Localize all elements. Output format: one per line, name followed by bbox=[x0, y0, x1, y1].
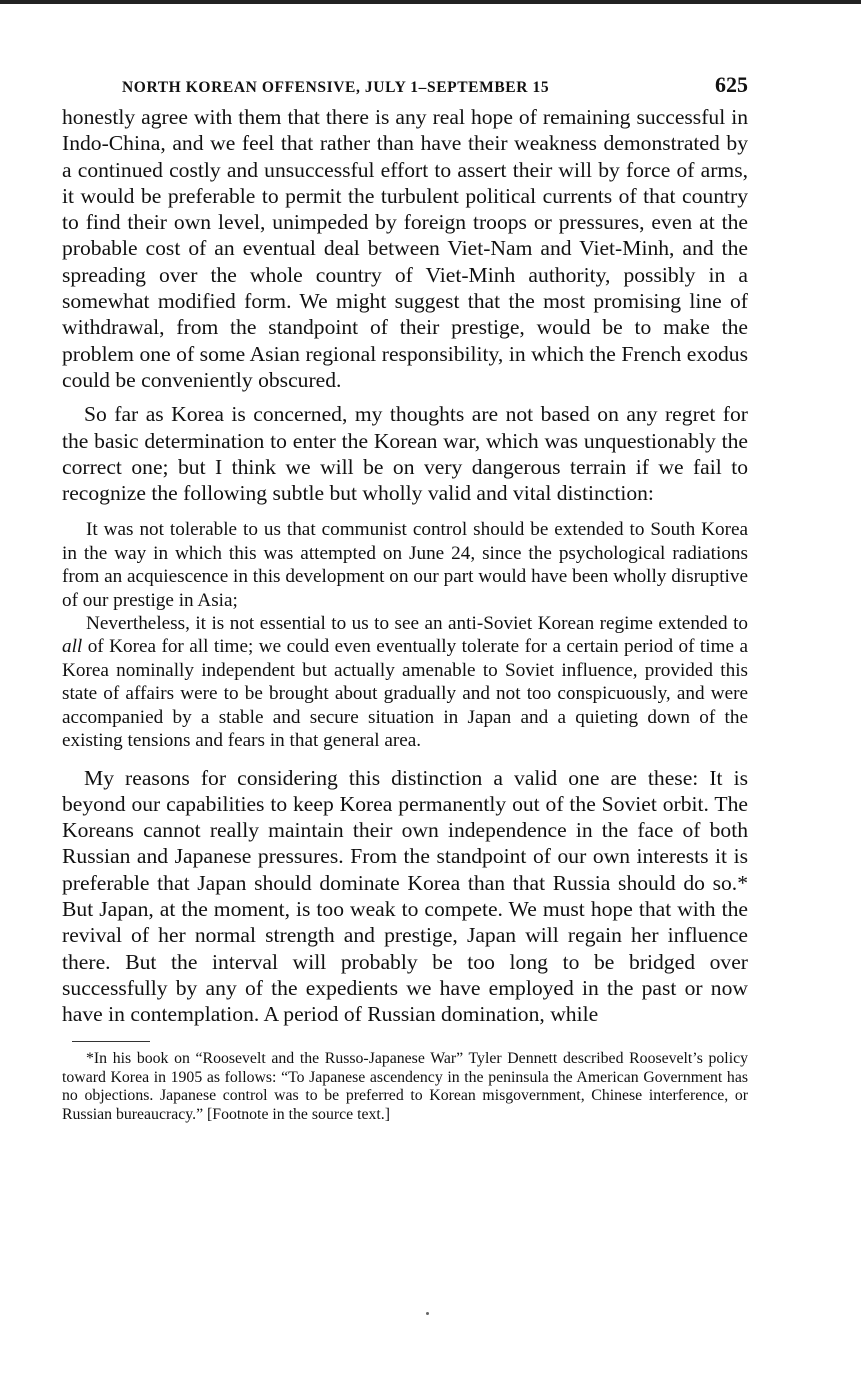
body-text bbox=[62, 104, 748, 1027]
running-title: NORTH KOREAN OFFENSIVE, JULY 1–SEPTEMBER 15 bbox=[122, 79, 550, 96]
paragraph-reasons: My reasons for considering this distinction a valid one are these: It is beyond our capabilities to keep Korea permanently out of the Soviet orbit. The Koreans cannot really maintain their own independence in the face of both Russian and Japanese pressures. From the standpoint of our own interests it is preferable that Japan should dominate Korea than that Russia should do so.* But Japan, at the moment, is too weak to compete. We must hope that with the revival of her normal strength and prestige, Japan will regain her influence there. But the interval will probably be too long to be bridged over successfully by any of the expedients we have employed in the past or now have in contemplation. A period of Russian domination, while bbox=[62, 765, 748, 1027]
top-edge-rule bbox=[0, 0, 861, 4]
paragraph-continued: honestly agree with them that there is any real hope of remaining successful in Indo-China, and we feel that rather than have their weakness demonstrated by a continued costly and unsuccessful effort to assert their will by force of arms, it would be preferable to permit the turbulent political currents of that country to find their own level, unimpeded by foreign troops or pressures, even at the probable cost of an eventual deal between Viet-Nam and Viet-Minh, and the spreading over the whole country of Viet-Minh authority, possibly in a somewhat modified form. We might suggest that the most promising line of withdrawal, from the standpoint of their prestige, would be to make the problem one of some Asian regional responsibility, in which the French exodus could be conveniently obscured. bbox=[62, 105, 748, 392]
document-page bbox=[62, 72, 748, 1124]
block-quote bbox=[62, 518, 748, 752]
quote-2-text-b: of Korea for all time; we could even eventually tolerate for a certain period of time a Korea nominally independent but actually amenable to Soviet influence, provided this state of affairs were to be brought about gradually and not too conspicuously, and were accompanied by a stable and secure situation in Japan and a quieting down of the existing tensions and fears in that general area. bbox=[62, 636, 748, 752]
running-head bbox=[62, 72, 748, 104]
footnote-rule bbox=[72, 1041, 150, 1042]
quote-paragraph-2 bbox=[62, 612, 748, 752]
quote-paragraph-1: It was not tolerable to us that communist control should be extended to South Korea in the way in which this was attempted on June 24, since the psychological radiations from an acquiescence in this development on our part would have been wholly disruptive of our prestige in Asia; bbox=[62, 519, 748, 611]
page-speck bbox=[426, 1312, 429, 1315]
page-number: 625 bbox=[715, 72, 748, 97]
quote-2-text-a: Nevertheless, it is not essential to us to see an anti-Soviet Korean regime extended to bbox=[86, 613, 748, 635]
quote-2-italic: all bbox=[62, 636, 83, 658]
footnote: *In his book on “Roosevelt and the Russo-Japanese War” Tyler Dennett described Roosevelt’s policy toward Korea in 1905 as follows: “To Japanese ascendency in the peninsula the American Government has no objections. Japanese control was to be preferred to Korean misgovernment, Chinese interference, or Russian bureaucracy.” [Footnote in the source text.] bbox=[62, 1050, 748, 1123]
paragraph-korea: So far as Korea is concerned, my thoughts are not based on any regret for the basic determination to enter the Korean war, which was unquestionably the correct one; but I think we will be on very dangerous terrain if we fail to recognize the following subtle but wholly valid and vital distinction: bbox=[62, 402, 748, 506]
